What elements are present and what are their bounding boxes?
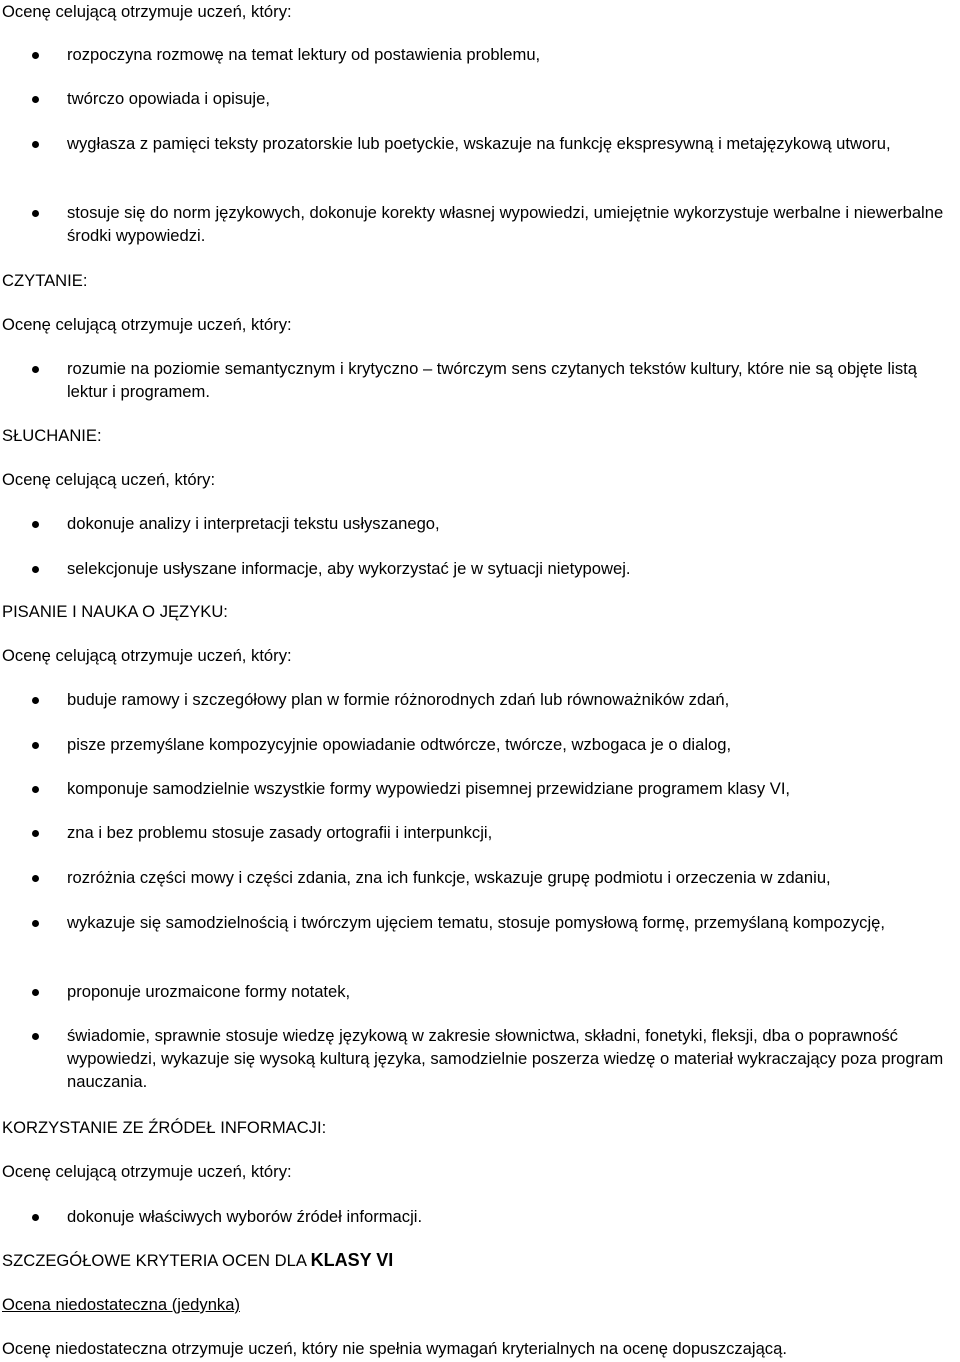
bullet-icon xyxy=(32,920,39,927)
bullet-icon xyxy=(32,1214,39,1221)
list-item: selekcjonuje usłyszane informacje, aby wykorzystać je w sytuacji nietypowej. xyxy=(67,557,957,580)
list-item: proponuje urozmaicone formy notatek, xyxy=(67,980,957,1003)
grade-title: Ocena niedostateczna (jedynka) xyxy=(2,1295,240,1314)
bullet-icon xyxy=(32,1033,39,1040)
bullet-icon xyxy=(32,875,39,882)
list-item: rozpoczyna rozmowę na temat lektury od postawienia problemu, xyxy=(67,43,957,66)
bullet-icon xyxy=(32,697,39,704)
list-item: pisze przemyślane kompozycyjnie opowiadanie odtwórcze, twórcze, wzbogaca je o dialog, xyxy=(67,733,957,756)
intro-text: Ocenę celującą uczeń, który: xyxy=(2,470,216,489)
bullet-icon xyxy=(32,52,39,59)
list-item: buduje ramowy i szczegółowy plan w formie różnorodnych zdań lub równoważników zdań, xyxy=(67,688,957,711)
list-item: stosuje się do norm językowych, dokonuje korekty własnej wypowiedzi, umiejętnie wykorzystuje werbalne i niewerbalne środki wypowiedzi. xyxy=(67,201,957,247)
list-item: zna i bez problemu stosuje zasady ortografii i interpunkcji, xyxy=(67,821,957,844)
intro-text: Ocenę celującą otrzymuje uczeń, który: xyxy=(2,2,292,21)
bullet-icon xyxy=(32,96,39,103)
criteria-heading: SZCZEGÓŁOWE KRYTERIA OCEN DLA KLASY VI xyxy=(2,1250,394,1270)
list-item: rozumie na poziomie semantycznym i krytyczno – twórczym sens czytanych tekstów kultury, które nie są objęte listą lektur i programem. xyxy=(67,357,957,403)
list-item: komponuje samodzielnie wszystkie formy wypowiedzi pisemnej przewidziane programem klasy VI, xyxy=(67,777,957,800)
bullet-icon xyxy=(32,989,39,996)
list-item: wygłasza z pamięci teksty prozatorskie lub poetyckie, wskazuje na funkcję ekspresywną i metajęzykową utworu, xyxy=(67,132,957,155)
list-item: świadomie, sprawnie stosuje wiedzę językową w zakresie słownictwa, składni, fonetyki, fleksji, dba o poprawność wypowiedzi, wykazuje się wysoką kulturą języka, samodzielnie poszerza wiedzę o materiał wykraczający poza program nauczania. xyxy=(67,1024,957,1093)
bullet-icon xyxy=(32,210,39,217)
bullet-icon xyxy=(32,742,39,749)
grade-description: Ocenę niedostateczna otrzymuje uczeń, który nie spełnia wymagań kryterialnych na ocenę dopuszczającą. xyxy=(2,1339,787,1358)
list-item: wykazuje się samodzielnością i twórczym ujęciem tematu, stosuje pomysłową formę, przemyślaną kompozycję, xyxy=(67,911,957,934)
bullet-icon xyxy=(32,566,39,573)
list-item: rozróżnia części mowy i części zdania, zna ich funkcje, wskazuje grupę podmiotu i orzeczenia w zdaniu, xyxy=(67,866,957,889)
class-label: KLASY VI xyxy=(310,1250,394,1270)
bullet-icon xyxy=(32,521,39,528)
section-heading: SŁUCHANIE: xyxy=(2,426,102,445)
bullet-icon xyxy=(32,366,39,373)
bullet-icon xyxy=(32,786,39,793)
list-item: dokonuje analizy i interpretacji tekstu usłyszanego, xyxy=(67,512,957,535)
bullet-icon xyxy=(32,830,39,837)
intro-text: Ocenę celującą otrzymuje uczeń, który: xyxy=(2,646,292,665)
section-heading: CZYTANIE: xyxy=(2,271,88,290)
section-heading: KORZYSTANIE ZE ŹRÓDEŁ INFORMACJI: xyxy=(2,1118,327,1137)
bullet-icon xyxy=(32,141,39,148)
intro-text: Ocenę celującą otrzymuje uczeń, który: xyxy=(2,1162,292,1181)
list-item: dokonuje właściwych wyborów źródeł informacji. xyxy=(67,1205,957,1228)
intro-text: Ocenę celującą otrzymuje uczeń, który: xyxy=(2,315,292,334)
list-item: twórczo opowiada i opisuje, xyxy=(67,87,957,110)
section-heading: PISANIE I NAUKA O JĘZYKU: xyxy=(2,602,228,621)
